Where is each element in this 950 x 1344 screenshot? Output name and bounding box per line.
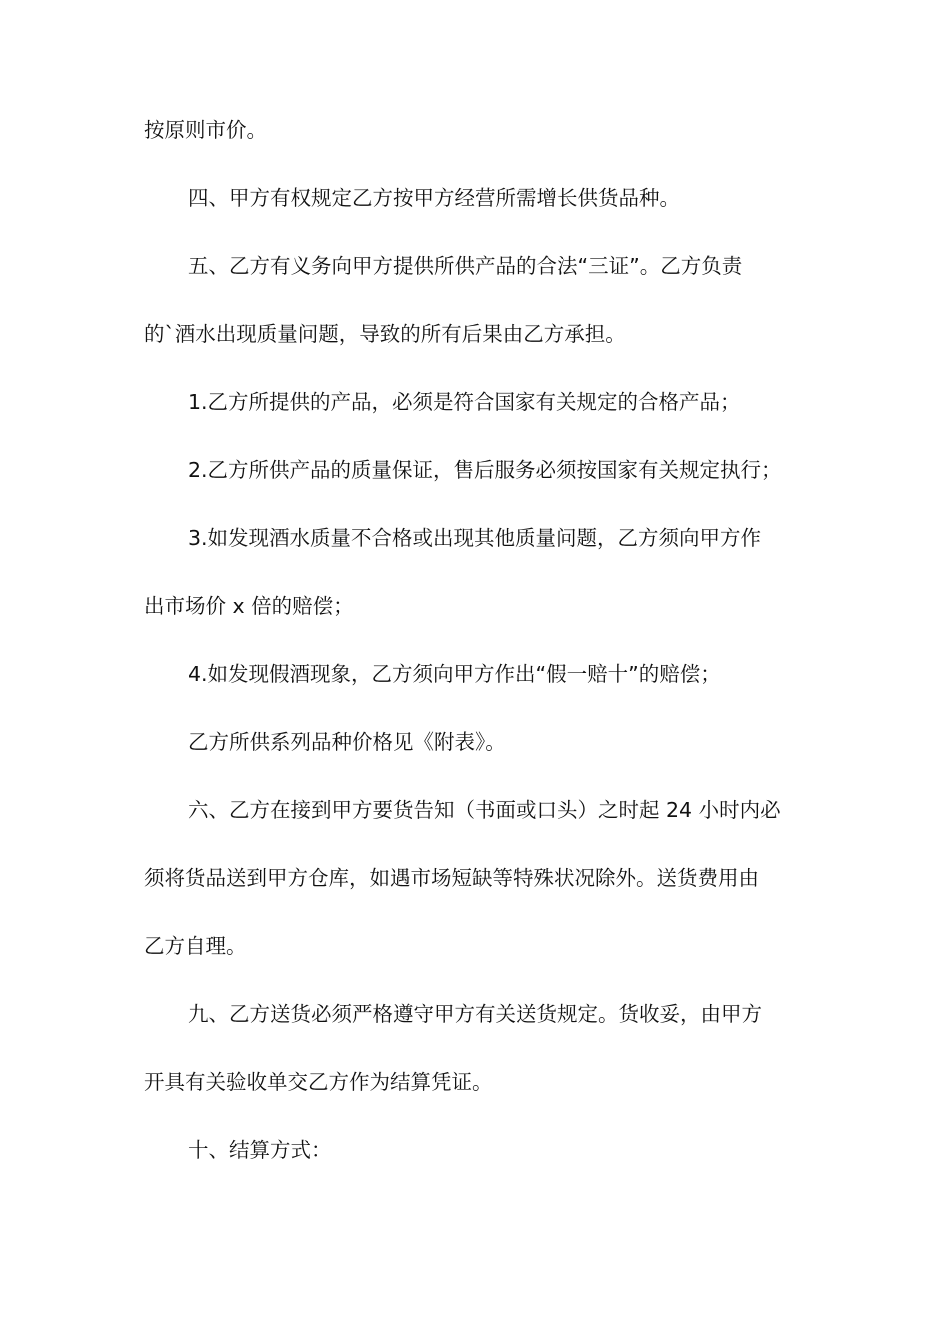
text-line: 十、结算方式： [188, 1138, 332, 1162]
text-line: 五、乙方有义务向甲方提供所供产品的合法“三证”。乙方负责 [188, 254, 743, 278]
text-line: 出市场价 x 倍的赔偿； [144, 594, 354, 618]
text-line: 开具有关验收单交乙方作为结算凭证。 [144, 1070, 493, 1094]
text-line: 乙方自理。 [144, 934, 247, 958]
text-line: 六、乙方在接到甲方要货告知（书面或口头）之时起 24 小时内必 [188, 798, 781, 822]
text-line: 按原则市价。 [144, 118, 267, 142]
document-body [144, 96, 806, 1184]
text-line: 1.乙方所提供的产品，必须是符合国家有关规定的合格产品； [188, 390, 741, 414]
text-line: 3.如发现酒水质量不合格或出现其他质量问题，乙方须向甲方作 [188, 526, 762, 550]
text-line: 4.如发现假酒现象，乙方须向甲方作出“假一赔十”的赔偿； [188, 662, 721, 686]
text-line: 九、乙方送货必须严格遵守甲方有关送货规定。货收妥，由甲方 [188, 1002, 762, 1026]
text-line: 2.乙方所供产品的质量保证，售后服务必须按国家有关规定执行； [188, 458, 782, 482]
text-line: 须将货品送到甲方仓库，如遇市场短缺等特殊状况除外。送货费用由 [144, 866, 759, 890]
text-line: 的`酒水出现质量问题，导致的所有后果由乙方承担。 [144, 322, 626, 346]
text-line: 四、甲方有权规定乙方按甲方经营所需增长供货品种。 [188, 186, 680, 210]
text-line: 乙方所供系列品种价格见《附表》。 [188, 730, 506, 754]
